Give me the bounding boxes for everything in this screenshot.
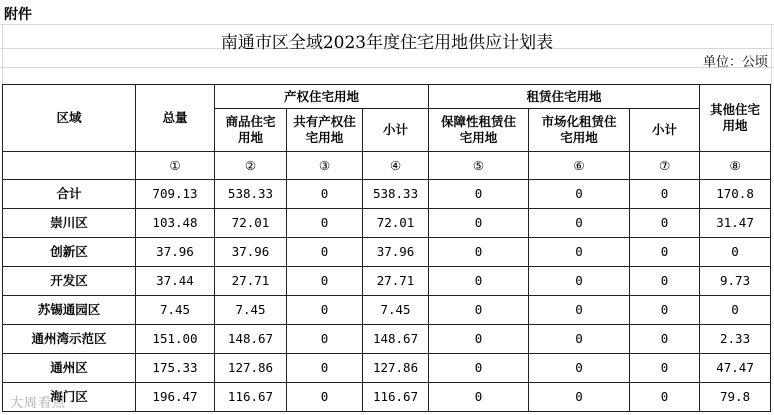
cell-total: 709.13 [136, 180, 215, 209]
cell-region: 通州区 [3, 354, 136, 383]
cell-affordable: 0 [429, 209, 529, 238]
cell-affordable: 0 [429, 267, 529, 296]
cell-commercial: 127.86 [215, 354, 287, 383]
cell-market: 0 [529, 325, 630, 354]
index-cell: ⑥ [529, 152, 630, 180]
cell-subtotal-property: 37.96 [363, 238, 429, 267]
cell-market: 0 [529, 296, 630, 325]
cell-affordable: 0 [429, 383, 529, 412]
cell-market: 0 [529, 180, 630, 209]
cell-other: 79.8 [700, 383, 771, 412]
header-other: 其他住宅用地 [700, 85, 771, 152]
header-market-rental: 市场化租赁住宅用地 [529, 109, 630, 152]
header-rental-group: 租赁住宅用地 [429, 85, 700, 109]
cell-commercial: 116.67 [215, 383, 287, 412]
cell-commercial: 37.96 [215, 238, 287, 267]
table-row [3, 325, 771, 354]
cell-region: 开发区 [3, 267, 136, 296]
table-row [3, 296, 771, 325]
cell-subtotal-property: 538.33 [363, 180, 429, 209]
cell-subtotal-property: 116.67 [363, 383, 429, 412]
cell-subtotal-property: 148.67 [363, 325, 429, 354]
watermark: 大周看点 [10, 396, 67, 411]
cell-other: 47.47 [700, 354, 771, 383]
cell-region: 创新区 [3, 238, 136, 267]
cell-subtotal-property: 7.45 [363, 296, 429, 325]
cell-other: 31.47 [700, 209, 771, 238]
cell-other: 170.8 [700, 180, 771, 209]
cell-subtotal-property: 72.01 [363, 209, 429, 238]
cell-total: 196.47 [136, 383, 215, 412]
cell-subtotal-rental: 0 [630, 354, 700, 383]
cell-subtotal-property: 127.86 [363, 354, 429, 383]
index-cell: ⑤ [429, 152, 529, 180]
sheet-gridline [0, 24, 774, 25]
cell-market: 0 [529, 267, 630, 296]
cell-subtotal-rental: 0 [630, 296, 700, 325]
header-row-1 [3, 85, 771, 109]
table-row [3, 354, 771, 383]
sheet-gridline [0, 67, 774, 68]
cell-shared: 0 [287, 296, 363, 325]
cell-region: 海门区 [3, 383, 136, 412]
land-supply-table [2, 84, 771, 412]
cell-shared: 0 [287, 325, 363, 354]
cell-affordable: 0 [429, 238, 529, 267]
cell-commercial: 27.71 [215, 267, 287, 296]
cell-commercial: 7.45 [215, 296, 287, 325]
cell-subtotal-rental: 0 [630, 209, 700, 238]
cell-commercial: 148.67 [215, 325, 287, 354]
cell-region: 苏锡通园区 [3, 296, 136, 325]
header-property-group: 产权住宅用地 [215, 85, 429, 109]
header-total: 总量 [136, 85, 215, 152]
cell-region: 通州湾示范区 [3, 325, 136, 354]
cell-shared: 0 [287, 209, 363, 238]
header-subtotal-rental: 小计 [630, 109, 700, 152]
cell-market: 0 [529, 354, 630, 383]
table-row [3, 267, 771, 296]
cell-other: 0 [700, 296, 771, 325]
cell-market: 0 [529, 238, 630, 267]
table-row [3, 383, 771, 412]
cell-other: 0 [700, 238, 771, 267]
cell-commercial: 538.33 [215, 180, 287, 209]
cell-subtotal-rental: 0 [630, 325, 700, 354]
cell-affordable: 0 [429, 354, 529, 383]
cell-total: 37.44 [136, 267, 215, 296]
table-row [3, 180, 771, 209]
cell-shared: 0 [287, 238, 363, 267]
index-cell: ② [215, 152, 287, 180]
cell-affordable: 0 [429, 296, 529, 325]
cell-region: 合计 [3, 180, 136, 209]
cell-subtotal-property: 27.71 [363, 267, 429, 296]
cell-subtotal-rental: 0 [630, 238, 700, 267]
cell-total: 151.00 [136, 325, 215, 354]
header-shared: 共有产权住宅用地 [287, 109, 363, 152]
index-cell: ⑧ [700, 152, 771, 180]
table-row [3, 209, 771, 238]
cell-affordable: 0 [429, 325, 529, 354]
cell-total: 175.33 [136, 354, 215, 383]
index-cell-empty [3, 152, 136, 180]
index-cell: ③ [287, 152, 363, 180]
cell-affordable: 0 [429, 180, 529, 209]
cell-subtotal-rental: 0 [630, 180, 700, 209]
cell-total: 103.48 [136, 209, 215, 238]
cell-commercial: 72.01 [215, 209, 287, 238]
cell-shared: 0 [287, 383, 363, 412]
cell-other: 9.73 [700, 267, 771, 296]
cell-total: 37.96 [136, 238, 215, 267]
index-row [3, 152, 771, 180]
table-row [3, 238, 771, 267]
index-cell: ⑦ [630, 152, 700, 180]
index-cell: ④ [363, 152, 429, 180]
header-region: 区域 [3, 85, 136, 152]
cell-subtotal-rental: 0 [630, 267, 700, 296]
unit-label: 单位：公顷 [702, 55, 768, 70]
index-cell: ① [136, 152, 215, 180]
attachment-label: 附件 [4, 7, 32, 23]
cell-shared: 0 [287, 354, 363, 383]
cell-region: 崇川区 [3, 209, 136, 238]
cell-market: 0 [529, 209, 630, 238]
header-affordable-rental: 保障性租赁住宅用地 [429, 109, 529, 152]
cell-other: 2.33 [700, 325, 771, 354]
cell-total: 7.45 [136, 296, 215, 325]
cell-market: 0 [529, 383, 630, 412]
table-title: 南通市区全域2023年度住宅用地供应计划表 [220, 33, 554, 53]
header-subtotal-property: 小计 [363, 109, 429, 152]
cell-subtotal-rental: 0 [630, 383, 700, 412]
cell-shared: 0 [287, 267, 363, 296]
header-commercial: 商品住宅用地 [215, 109, 287, 152]
cell-shared: 0 [287, 180, 363, 209]
